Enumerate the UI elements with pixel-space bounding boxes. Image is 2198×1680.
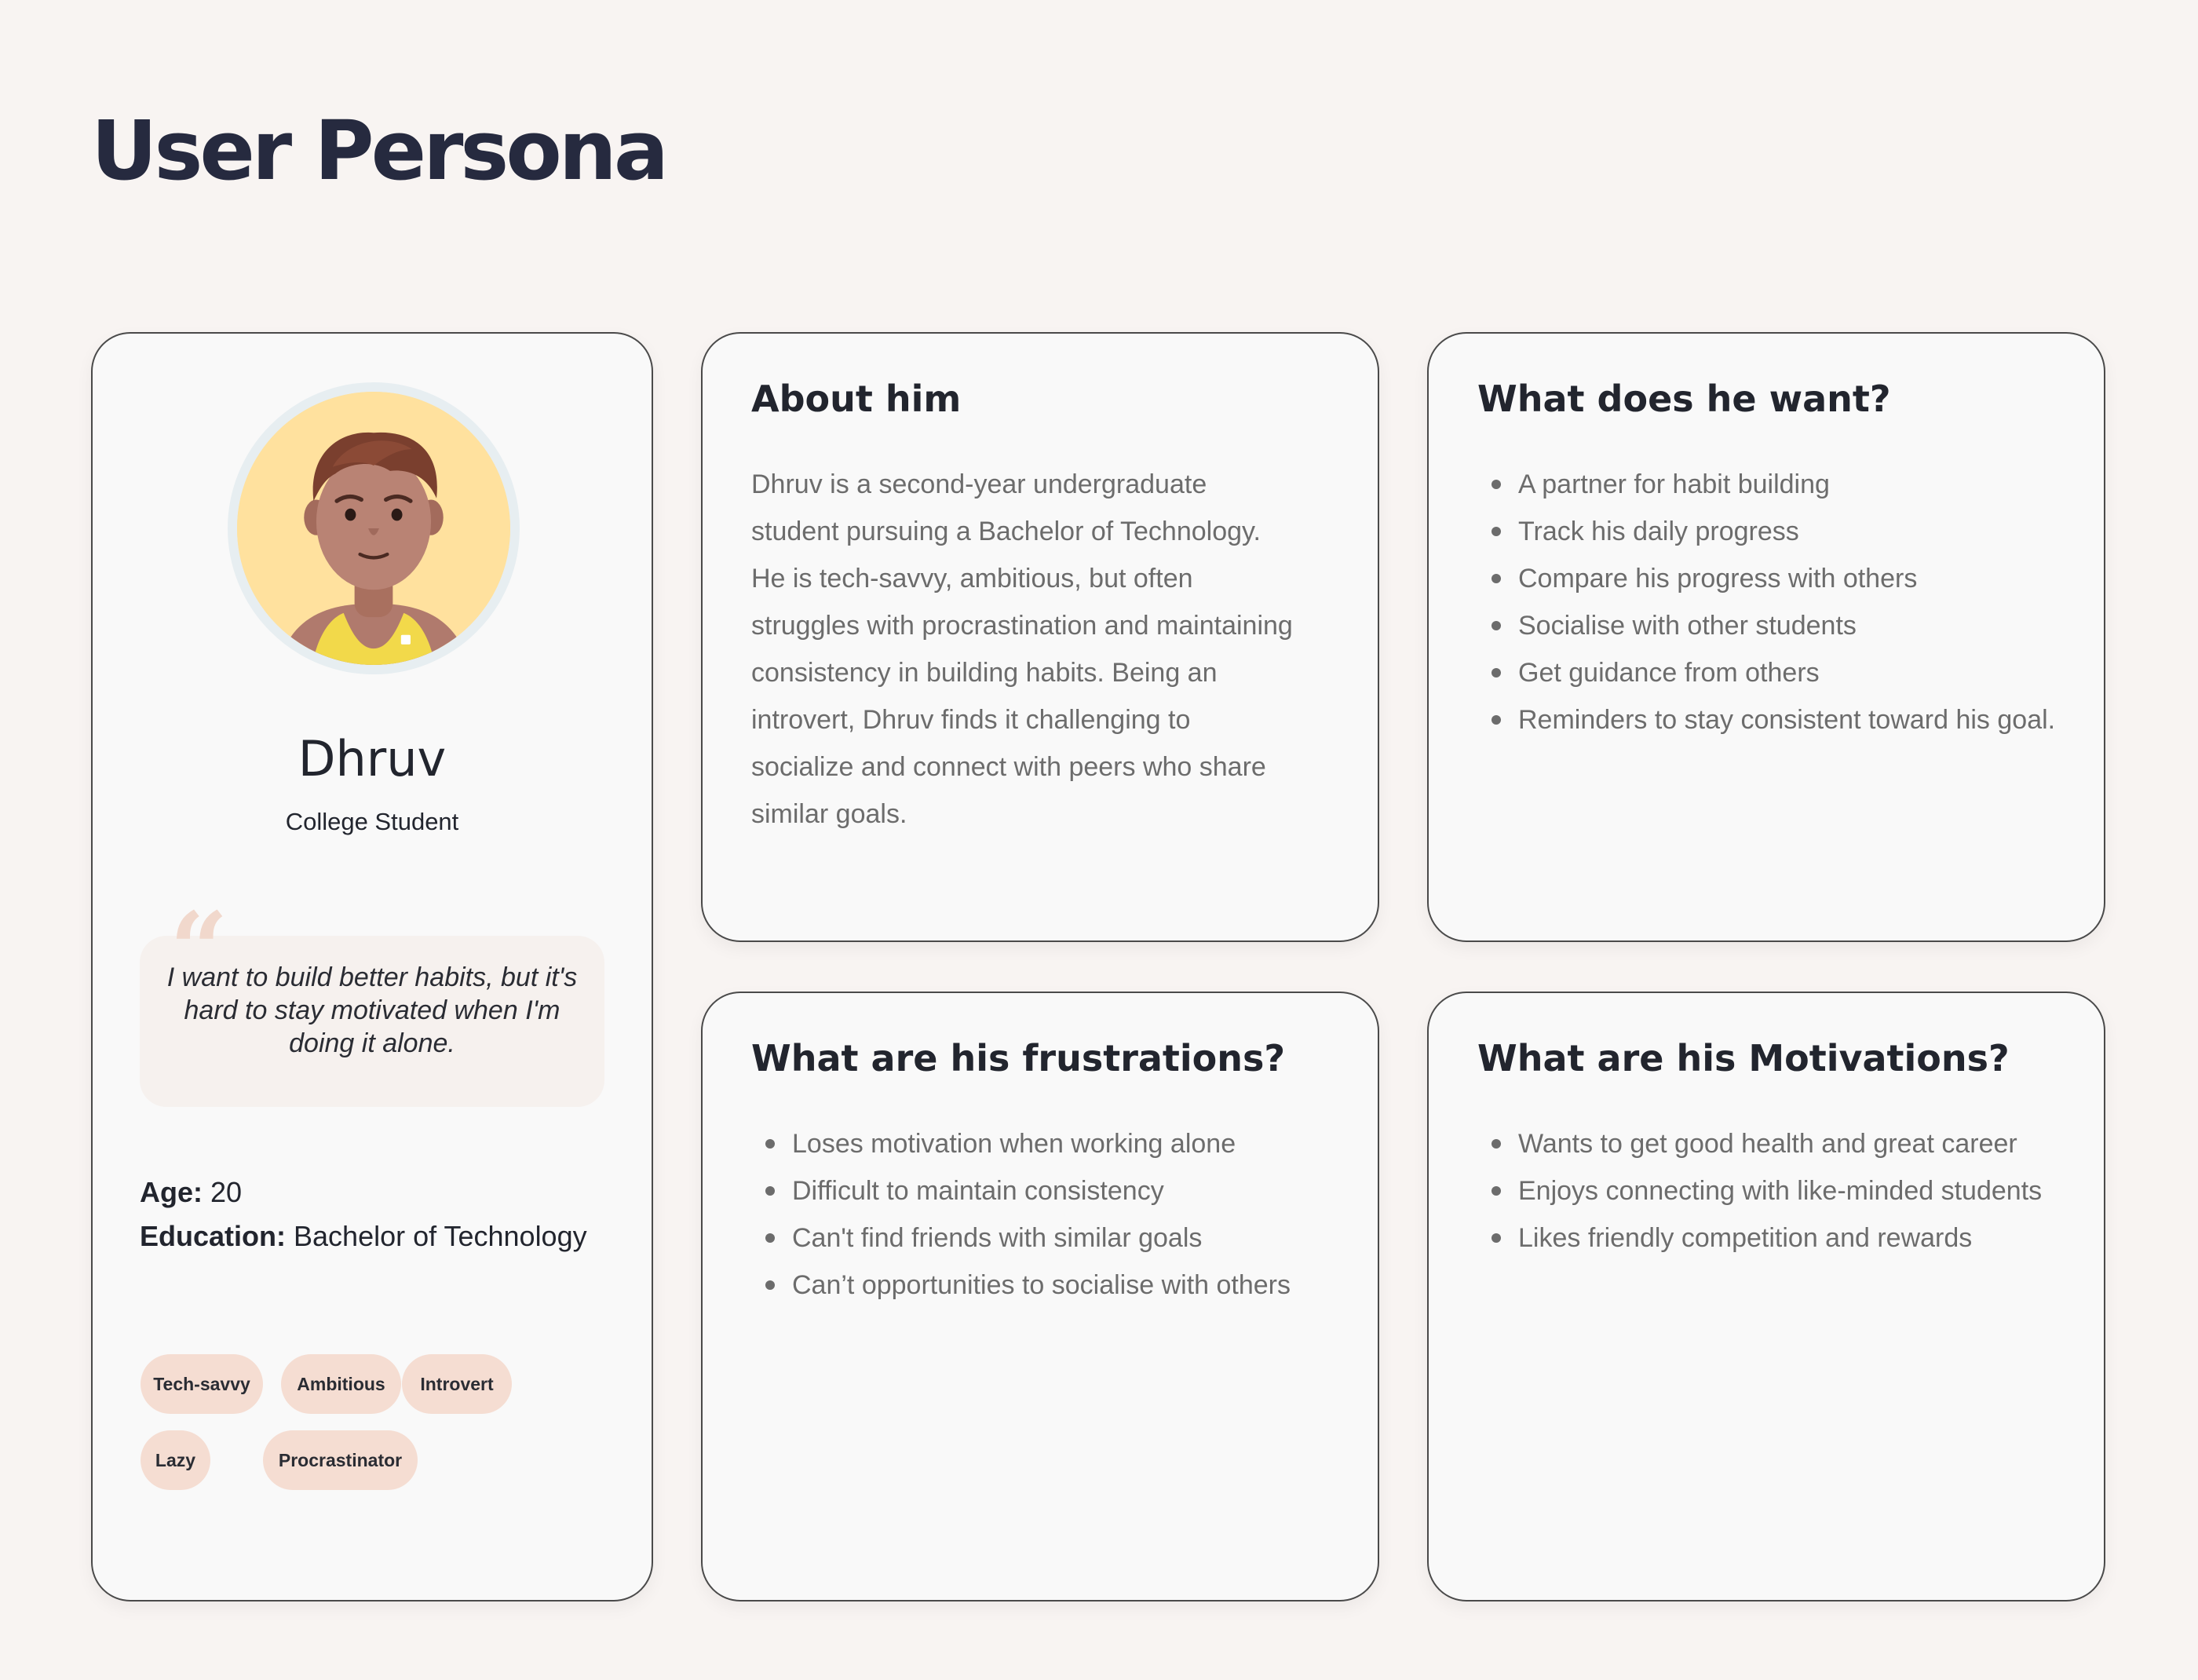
about-heading: About him [751,378,962,420]
list-item-text: Reminders to stay consistent toward his goal. [1518,705,2056,735]
frustrations-list [751,1120,1291,1309]
list-item [751,1262,1291,1309]
list-item-text: Compare his progress with others [1518,564,1918,593]
bullet-icon [1492,1233,1501,1243]
bullet-icon [1492,480,1501,489]
trait-tag: Ambitious [281,1354,401,1414]
trait-tag: Tech-savvy [141,1354,263,1414]
trait-tag: Introvert [402,1354,512,1414]
list-item [1477,461,2055,508]
about-text: Dhruv is a second-year undergraduate student pursuing a Bachelor of Technology. He is tech-savvy, ambitious, but often struggles with procrastination and maintaining consistency in building habits. Being an introvert, Dhruv finds it challenging to socialize and connect with peers who share similar goals. [751,469,1293,829]
list-item [1477,1167,2042,1214]
bullet-icon [765,1186,775,1196]
list-item [1477,508,2055,555]
list-item-text: Wants to get good health and great career [1518,1129,2017,1159]
motivations-list [1477,1120,2042,1262]
list-item-text: Enjoys connecting with like-minded students [1518,1176,2043,1206]
bullet-icon [1492,668,1501,677]
bullet-icon [1492,621,1501,630]
list-item-text: A partner for habit building [1518,469,1830,499]
bullet-icon [1492,1186,1501,1196]
bullet-icon [765,1280,775,1290]
persona-quote: I want to build better habits, but it's hard to stay motivated when I'm doing it alone. [166,962,578,1058]
list-item [751,1214,1291,1262]
list-item [1477,555,2055,602]
bullet-icon [1492,527,1501,536]
list-item-text: Socialise with other students [1518,611,1857,641]
avatar [228,382,520,674]
persona-role: College Student [285,808,459,835]
profile-card [91,332,653,1601]
age-value: 20 [210,1176,243,1208]
persona-name: Dhruv [298,730,447,787]
list-item-text: Loses motivation when working alone [792,1129,1236,1159]
avatar-illustration [237,392,510,665]
list-item [751,1167,1291,1214]
motivations-card [1427,992,2105,1601]
list-item [1477,649,2055,696]
education-label: Education: [140,1220,286,1252]
bullet-icon [1492,574,1501,583]
education-value: Bachelor of Technology [294,1220,587,1252]
wants-heading: What does he want? [1477,378,1891,420]
list-item [751,1120,1291,1167]
frustrations-heading: What are his frustrations? [751,1037,1286,1079]
list-item-text: Difficult to maintain consistency [792,1176,1164,1206]
education-row [140,1214,587,1258]
persona-details [140,1171,587,1258]
bullet-icon [1492,1139,1501,1149]
trait-tag: Procrastinator [263,1430,418,1490]
trait-tag: Lazy [141,1430,210,1490]
list-item-text: Get guidance from others [1518,658,1820,688]
page-title: User Persona [91,103,666,199]
bullet-icon [765,1233,775,1243]
list-item [1477,602,2055,649]
list-item-text: Can't find friends with similar goals [792,1223,1203,1253]
quote-mark-icon: “ [170,889,228,1010]
bullet-icon [765,1139,775,1149]
list-item [1477,696,2055,743]
wants-list [1477,461,2055,743]
frustrations-card [701,992,1379,1601]
wants-card [1427,332,2105,942]
list-item [1477,1214,2042,1262]
motivations-heading: What are his Motivations? [1477,1037,2010,1079]
list-item-text: Likes friendly competition and rewards [1518,1223,1973,1253]
list-item-text: Can’t opportunities to socialise with others [792,1270,1291,1300]
about-card [701,332,1379,942]
list-item [1477,1120,2042,1167]
age-row [140,1171,587,1214]
list-item-text: Track his daily progress [1518,517,1799,546]
age-label: Age: [140,1176,203,1208]
bullet-icon [1492,715,1501,725]
